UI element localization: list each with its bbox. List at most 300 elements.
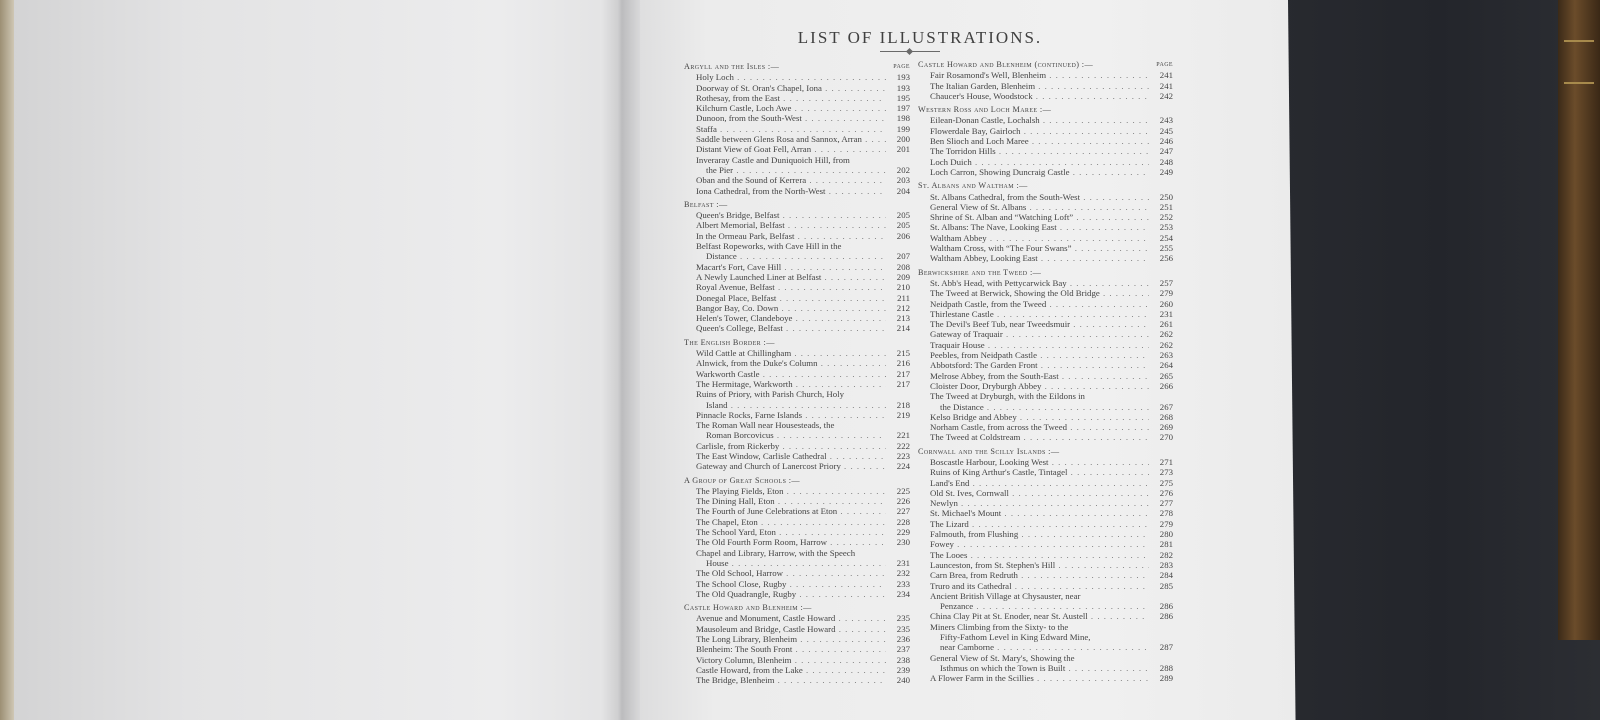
- illustration-entry: [918, 157, 1173, 167]
- illustration-entry: [684, 665, 910, 675]
- illustration-title: Launceston, from St. Stephen's Hill . . .: [930, 560, 1149, 570]
- page-number: 275: [1159, 477, 1173, 488]
- illustration-entry: [684, 186, 910, 196]
- illustration-entry: [918, 432, 1173, 442]
- illustration-entry: [918, 642, 1173, 652]
- illustration-entry: [918, 601, 1173, 611]
- section-heading: Cornwall and the Scilly Islands :—: [918, 446, 1060, 456]
- illustration-entry: [684, 155, 910, 165]
- illustration-entry: [684, 251, 910, 261]
- illustration-title: Holy Loch . . .: [696, 72, 886, 82]
- page-number: 212: [896, 302, 910, 313]
- page-number: 247: [1159, 146, 1173, 157]
- illustration-entry: [918, 360, 1173, 370]
- illustration-entry: [918, 115, 1173, 125]
- illustration-title: A Newly Launched Liner at Belfast . . .: [696, 272, 886, 282]
- illustration-entry: [918, 611, 1173, 621]
- illustration-entry: [918, 146, 1173, 156]
- illustration-entry: [684, 579, 910, 589]
- illustration-title: Ruins of King Arthur's Castle, Tintagel . . .: [930, 467, 1149, 477]
- illustration-title: Bangor Bay, Co. Down . . .: [696, 303, 886, 313]
- illustration-title: Avenue and Monument, Castle Howard . . .: [696, 613, 886, 623]
- illustration-title: The Bridge, Blenheim . . .: [696, 675, 886, 685]
- illustration-title: Royal Avenue, Belfast . . .: [696, 282, 886, 292]
- illustration-entry: [684, 644, 910, 654]
- section-heading: St. Albans and Waltham :—: [918, 181, 1028, 191]
- illustration-title: Victory Column, Blenheim . . .: [696, 655, 886, 665]
- illustration-entry: [684, 655, 910, 665]
- illustration-entry: [684, 527, 910, 537]
- illustration-entry: [918, 560, 1173, 570]
- page-number: 205: [896, 220, 910, 231]
- page-number: 215: [896, 348, 910, 359]
- page-number: 260: [1159, 298, 1173, 309]
- illustration-title: Falmouth, from Flushing . . .: [930, 529, 1149, 539]
- illustration-title: Shrine of St. Alban and “Watching Loft” . . .: [930, 212, 1149, 222]
- page-number: 279: [1159, 288, 1173, 299]
- illustration-entry: [684, 461, 910, 471]
- illustration-entry: [918, 498, 1173, 508]
- illustration-title: Ben Slioch and Loch Maree . . .: [930, 136, 1149, 146]
- page-number: 193: [896, 82, 910, 93]
- illustration-title: The Hermitage, Warkworth . . .: [696, 379, 886, 389]
- illustration-title: Old St. Ives, Cornwall . . .: [930, 488, 1149, 498]
- illustration-title: Peebles, from Neidpath Castle . . .: [930, 350, 1149, 360]
- illustration-entry: [684, 634, 910, 644]
- illustration-title: Doorway of St. Oran's Chapel, Iona . . .: [696, 83, 886, 93]
- page-number: 277: [1159, 498, 1173, 509]
- illustration-entry: [684, 379, 910, 389]
- illustration-title: Rothesay, from the East . . .: [696, 93, 886, 103]
- illustration-title: Oban and the Sound of Kerrera . . .: [696, 175, 886, 185]
- illustration-title: Alnwick, from the Duke's Column . . .: [696, 358, 886, 368]
- illustration-title: Land's End . . .: [930, 478, 1149, 488]
- page-number: 273: [1159, 467, 1173, 478]
- illustration-entry: [684, 83, 910, 93]
- illustration-title: The Chapel, Eton . . .: [696, 517, 886, 527]
- illustration-title: Island . . .: [706, 400, 886, 410]
- illustration-title: The Old Quadrangle, Rugby . . .: [696, 589, 886, 599]
- illustration-entry: [918, 319, 1173, 329]
- illustration-entry: [918, 202, 1173, 212]
- page-number: 286: [1159, 601, 1173, 612]
- illustration-title: Staffa . . .: [696, 124, 886, 134]
- illustration-entry: [684, 165, 910, 175]
- page-number: 281: [1159, 539, 1173, 550]
- illustration-title: Penzance . . .: [940, 601, 1149, 611]
- illustration-title: Loch Duich . . .: [930, 157, 1149, 167]
- section-heading: Argyll and the Isles :— PAGE: [684, 62, 910, 71]
- page-number: 252: [1159, 212, 1173, 223]
- illustration-title: Traquair House . . .: [930, 340, 1149, 350]
- page-number: 201: [896, 144, 910, 155]
- page-number: 222: [896, 440, 910, 451]
- page-number: [886, 420, 910, 430]
- illustration-title: General View of St. Mary's, Showing the: [930, 652, 1075, 663]
- illustration-title: Eilean-Donan Castle, Lochalsh . . .: [930, 115, 1149, 125]
- page-number: 230: [896, 537, 910, 548]
- illustration-title: Carlisle, from Rickerby . . .: [696, 441, 886, 451]
- section-heading: The English Border :—: [684, 337, 775, 347]
- illustration-title: Saddle between Glens Rosa and Sannox, Arran . . .: [696, 134, 886, 144]
- illustration-entry: [684, 144, 910, 154]
- illustration-title: St. Albans: The Nave, Looking East . . .: [930, 222, 1149, 232]
- illustration-title: Thirlestane Castle . . .: [930, 309, 1149, 319]
- section-heading: Berwickshire and the Tweed :—: [918, 267, 1042, 277]
- illustration-title: Gateway and Church of Lanercost Priory . . .: [696, 461, 886, 471]
- page-number: 283: [1159, 559, 1173, 570]
- page-number: 271: [1159, 456, 1173, 467]
- illustration-entry: [918, 391, 1173, 401]
- illustration-title: The School Close, Rugby . . .: [696, 579, 886, 589]
- illustration-title: Fowey . . .: [930, 539, 1149, 549]
- page-number: 242: [1159, 90, 1173, 101]
- illustration-entry: [684, 517, 910, 527]
- page-number: 202: [896, 164, 910, 175]
- illustration-title: Neidpath Castle, from the Tweed . . .: [930, 299, 1149, 309]
- page-number: 248: [1159, 156, 1173, 167]
- page-column-label: PAGE: [893, 64, 910, 70]
- page-number: 199: [896, 123, 910, 134]
- page-number: 193: [896, 72, 910, 83]
- page-number: 261: [1159, 319, 1173, 330]
- illustration-entry: [918, 253, 1173, 263]
- page-number: [886, 241, 910, 251]
- illustration-entry: [684, 589, 910, 599]
- illustration-entry: [918, 478, 1173, 488]
- page-number: 217: [896, 368, 910, 379]
- page-number: [886, 548, 910, 558]
- page-number: 204: [896, 185, 910, 196]
- page-number: 240: [896, 675, 910, 686]
- page-column-label: PAGE: [1156, 62, 1173, 68]
- illustration-title: Boscastle Harbour, Looking West . . .: [930, 457, 1149, 467]
- illustration-title: The Devil's Beef Tub, near Tweedsmuir . . .: [930, 319, 1149, 329]
- illustration-entry: [918, 508, 1173, 518]
- illustration-entry: [918, 663, 1173, 673]
- illustration-entry: [918, 299, 1173, 309]
- illustration-title: Chapel and Library, Harrow, with the Speech: [696, 547, 856, 558]
- page-number: 241: [1159, 80, 1173, 91]
- page-number: 235: [896, 623, 910, 634]
- illustration-entry: [918, 167, 1173, 177]
- book-gutter: [600, 0, 640, 720]
- illustration-entry: [918, 233, 1173, 243]
- page-number: [886, 155, 910, 165]
- illustration-entry: [918, 329, 1173, 339]
- illustration-title: Ancient British Village at Chysauster, near: [930, 590, 1081, 601]
- illustration-entry: [684, 451, 910, 461]
- illustration-title: Abbotsford: The Garden Front . . .: [930, 360, 1149, 370]
- illustration-title: Waltham Abbey, Looking East . . .: [930, 253, 1149, 263]
- illustration-title: St. Michael's Mount . . .: [930, 508, 1149, 518]
- page-number: 231: [1159, 308, 1173, 319]
- page-number: 239: [896, 664, 910, 675]
- page-number: 246: [1159, 136, 1173, 147]
- illustration-title: Flowerdale Bay, Gairloch . . .: [930, 126, 1149, 136]
- illustration-entry: [918, 81, 1173, 91]
- illustration-title: The Lizard . . .: [930, 519, 1149, 529]
- illustration-title: Wild Cattle at Chillingham . . .: [696, 348, 886, 358]
- page-number: 200: [896, 134, 910, 145]
- illustration-title: The Torridon Hills . . .: [930, 146, 1149, 156]
- illustration-entry: [684, 93, 910, 103]
- page-number: [1149, 591, 1173, 601]
- illustration-title: Waltham Abbey . . .: [930, 233, 1149, 243]
- left-blank-page: [0, 0, 622, 720]
- illustration-title: The Tweed at Dryburgh, with the Eildons in: [930, 391, 1085, 402]
- illustration-title: Newlyn . . .: [930, 498, 1149, 508]
- illustration-title: A Flower Farm in the Scillies . . .: [930, 673, 1149, 683]
- illustration-title: The Tweed at Coldstream . . .: [930, 432, 1149, 442]
- illustration-entry: [918, 222, 1173, 232]
- section-heading: Castle Howard and Blenheim :—: [684, 603, 812, 613]
- illustration-entry: [684, 548, 910, 558]
- left-page-edge: [0, 0, 14, 720]
- illustration-title: St. Abb's Head, with Pettycarwick Bay . . .: [930, 278, 1149, 288]
- illustration-title: Castle Howard, from the Lake . . .: [696, 665, 886, 675]
- illustration-entry: [684, 241, 910, 251]
- page-number: 197: [896, 103, 910, 114]
- page-number: 234: [896, 588, 910, 599]
- page-number: [1149, 622, 1173, 632]
- illustration-title: Distance . . .: [706, 251, 886, 261]
- illustration-entry: [684, 675, 910, 685]
- section-heading: Castle Howard and Blenheim (continued) :— PAGE: [918, 60, 1173, 69]
- illustration-entry: [918, 309, 1173, 319]
- illustration-entry: [918, 622, 1173, 632]
- page-number: 227: [896, 506, 910, 517]
- illustration-entry: [684, 624, 910, 634]
- page-number: 257: [1159, 277, 1173, 288]
- illustration-entry: [918, 126, 1173, 136]
- illustration-title: Norham Castle, from across the Tweed . . .: [930, 422, 1149, 432]
- illustration-title: Miners Climbing from the Sixty- to the: [930, 621, 1069, 632]
- illustration-title: Donegal Place, Belfast . . .: [696, 293, 886, 303]
- page-number: 223: [896, 450, 910, 461]
- page-number: 237: [896, 644, 910, 655]
- illustration-title: Inveraray Castle and Duniquoich Hill, from: [696, 154, 850, 165]
- illustration-entry: [684, 568, 910, 578]
- illustration-entry: [684, 410, 910, 420]
- illustration-title: The Roman Wall near Housesteads, the: [696, 420, 835, 431]
- page-number: [1149, 632, 1173, 642]
- page-number: 254: [1159, 232, 1173, 243]
- illustration-entry: [684, 496, 910, 506]
- illustration-entry: [918, 529, 1173, 539]
- page-number: 245: [1159, 125, 1173, 136]
- page-number: 236: [896, 634, 910, 645]
- page-number: 288: [1159, 662, 1173, 673]
- illustration-title: Kilchurn Castle, Loch Awe . . .: [696, 103, 886, 113]
- page-number: 214: [896, 323, 910, 334]
- illustration-entry: [918, 422, 1173, 432]
- illustration-title: The Looes . . .: [930, 550, 1149, 560]
- illustration-entry: [684, 282, 910, 292]
- page-number: 219: [896, 409, 910, 420]
- illustration-entry: [684, 369, 910, 379]
- illustration-title: Blenheim: The South Front . . .: [696, 644, 886, 654]
- page-number: 228: [896, 516, 910, 527]
- illustration-entry: [918, 581, 1173, 591]
- page-number: [1149, 653, 1173, 663]
- illustration-entry: [684, 558, 910, 568]
- illustration-title: Mausoleum and Bridge, Castle Howard . . .: [696, 624, 886, 634]
- illustrations-column-left: [684, 58, 910, 686]
- illustration-title: The Dining Hall, Eton . . .: [696, 496, 886, 506]
- section-heading: Belfast :—: [684, 199, 728, 209]
- illustration-entry: [684, 313, 910, 323]
- illustration-entry: [918, 402, 1173, 412]
- illustration-entry: [918, 288, 1173, 298]
- illustration-title: Roman Borcovicus . . .: [706, 430, 886, 440]
- page-number: 270: [1159, 432, 1173, 443]
- illustration-entry: [684, 210, 910, 220]
- page-number: 266: [1159, 380, 1173, 391]
- illustration-entry: [684, 441, 910, 451]
- illustration-entry: [918, 371, 1173, 381]
- illustration-entry: [684, 231, 910, 241]
- illustration-title: The Fourth of June Celebrations at Eton . . .: [696, 506, 886, 516]
- illustration-title: The School Yard, Eton . . .: [696, 527, 886, 537]
- illustration-entry: [684, 486, 910, 496]
- illustration-title: Cloister Door, Dryburgh Abbey . . .: [930, 381, 1149, 391]
- page-number: 279: [1159, 518, 1173, 529]
- page-number: [1149, 391, 1173, 401]
- page-number: [886, 389, 910, 399]
- page-number: 207: [896, 251, 910, 262]
- illustration-entry: [918, 457, 1173, 467]
- illustration-title: St. Albans Cathedral, from the South-West . . .: [930, 192, 1149, 202]
- page-number: 287: [1159, 642, 1173, 653]
- illustration-entry: [684, 358, 910, 368]
- page-number: 203: [896, 175, 910, 186]
- page-number: 217: [896, 378, 910, 389]
- page-number: 268: [1159, 411, 1173, 422]
- page-number: 285: [1159, 580, 1173, 591]
- page-number: 231: [896, 557, 910, 568]
- illustration-title: Melrose Abbey, from the South-East . . .: [930, 371, 1149, 381]
- page-number: 238: [896, 654, 910, 665]
- illustration-title: Isthmus on which the Town is Built . . .: [940, 663, 1149, 673]
- illustration-entry: [684, 293, 910, 303]
- illustration-entry: [918, 340, 1173, 350]
- illustration-entry: [918, 539, 1173, 549]
- page-number: 286: [1159, 611, 1173, 622]
- page-number: 253: [1159, 222, 1173, 233]
- section-heading: A Group of Great Schools :—: [684, 475, 801, 485]
- page-number: 226: [896, 496, 910, 507]
- page-number: 282: [1159, 549, 1173, 560]
- illustration-entry: [918, 467, 1173, 477]
- illustration-title: In the Ormeau Park, Belfast . . .: [696, 231, 886, 241]
- illustration-title: Queen's College, Belfast . . .: [696, 323, 886, 333]
- page-number: 255: [1159, 243, 1173, 254]
- illustration-entry: [918, 519, 1173, 529]
- page-number: 284: [1159, 570, 1173, 581]
- page-number: 208: [896, 261, 910, 272]
- illustration-entry: [684, 430, 910, 440]
- illustration-title: Carn Brea, from Redruth . . .: [930, 570, 1149, 580]
- illustration-entry: [684, 537, 910, 547]
- illustration-entry: [918, 412, 1173, 422]
- page-number: 224: [896, 461, 910, 472]
- illustration-title: The Long Library, Blenheim . . .: [696, 634, 886, 644]
- illustration-title: General View of St. Albans . . .: [930, 202, 1149, 212]
- page-number: 206: [896, 230, 910, 241]
- illustration-entry: [918, 591, 1173, 601]
- illustration-entry: [918, 192, 1173, 202]
- illustration-entry: [918, 70, 1173, 80]
- illustration-title: China Clay Pit at St. Enoder, near St. Austell . . .: [930, 611, 1149, 621]
- page-number: 250: [1159, 191, 1173, 202]
- illustration-entry: [918, 673, 1173, 683]
- page-number: 249: [1159, 166, 1173, 177]
- illustration-title: Macart's Fort, Cave Hill . . .: [696, 262, 886, 272]
- page-number: 269: [1159, 422, 1173, 433]
- illustration-title: Gateway of Traquair . . .: [930, 329, 1149, 339]
- illustration-title: the Pier . . .: [706, 165, 886, 175]
- page-number: 233: [896, 578, 910, 589]
- page-number: 195: [896, 92, 910, 103]
- illustration-title: near Camborne . . .: [940, 642, 1149, 652]
- illustration-title: The Tweed at Berwick, Showing the Old Bridge . . .: [930, 288, 1149, 298]
- illustration-entry: [918, 212, 1173, 222]
- illustration-entry: [684, 262, 910, 272]
- illustration-entry: [918, 278, 1173, 288]
- illustration-entry: [918, 350, 1173, 360]
- illustration-entry: [684, 220, 910, 230]
- page-number: 262: [1159, 329, 1173, 340]
- illustration-title: Ruins of Priory, with Parish Church, Holy: [696, 389, 844, 400]
- page-number: 209: [896, 271, 910, 282]
- illustration-entry: [918, 243, 1173, 253]
- illustration-entry: [684, 506, 910, 516]
- illustration-title: Distant View of Goat Fell, Arran . . .: [696, 144, 886, 154]
- illustration-title: Helen's Tower, Clandeboye . . .: [696, 313, 886, 323]
- illustration-entry: [918, 136, 1173, 146]
- illustration-title: Dunoon, from the South-West . . .: [696, 113, 886, 123]
- page-number: 213: [896, 313, 910, 324]
- illustration-title: The Italian Garden, Blenheim . . .: [930, 81, 1149, 91]
- page-number: 251: [1159, 201, 1173, 212]
- page-number: 264: [1159, 360, 1173, 371]
- illustration-title: Iona Cathedral, from the North-West . . .: [696, 186, 886, 196]
- page-number: 198: [896, 113, 910, 124]
- illustration-title: Belfast Ropeworks, with Cave Hill in the: [696, 241, 842, 252]
- illustration-entry: [684, 389, 910, 399]
- illustration-entry: [684, 613, 910, 623]
- page-number: 265: [1159, 370, 1173, 381]
- illustration-entry: [684, 124, 910, 134]
- page-number: 229: [896, 527, 910, 538]
- page-number: 216: [896, 358, 910, 369]
- page-number: 221: [896, 430, 910, 441]
- page-number: 232: [896, 568, 910, 579]
- illustration-title: The Old School, Harrow . . .: [696, 568, 886, 578]
- page-number: 218: [896, 399, 910, 410]
- page-number: 263: [1159, 350, 1173, 361]
- illustration-entry: [684, 272, 910, 282]
- illustration-entry: [684, 400, 910, 410]
- illustration-entry: [684, 348, 910, 358]
- section-heading: Western Ross and Loch Maree :—: [918, 105, 1052, 115]
- illustration-entry: [684, 103, 910, 113]
- illustration-title: Chaucer's House, Woodstock . . .: [930, 91, 1149, 101]
- illustration-title: The Old Fourth Form Room, Harrow . . .: [696, 537, 886, 547]
- page-number: 278: [1159, 508, 1173, 519]
- illustration-title: Fifty-Fathom Level in King Edward Mine,: [940, 632, 1091, 643]
